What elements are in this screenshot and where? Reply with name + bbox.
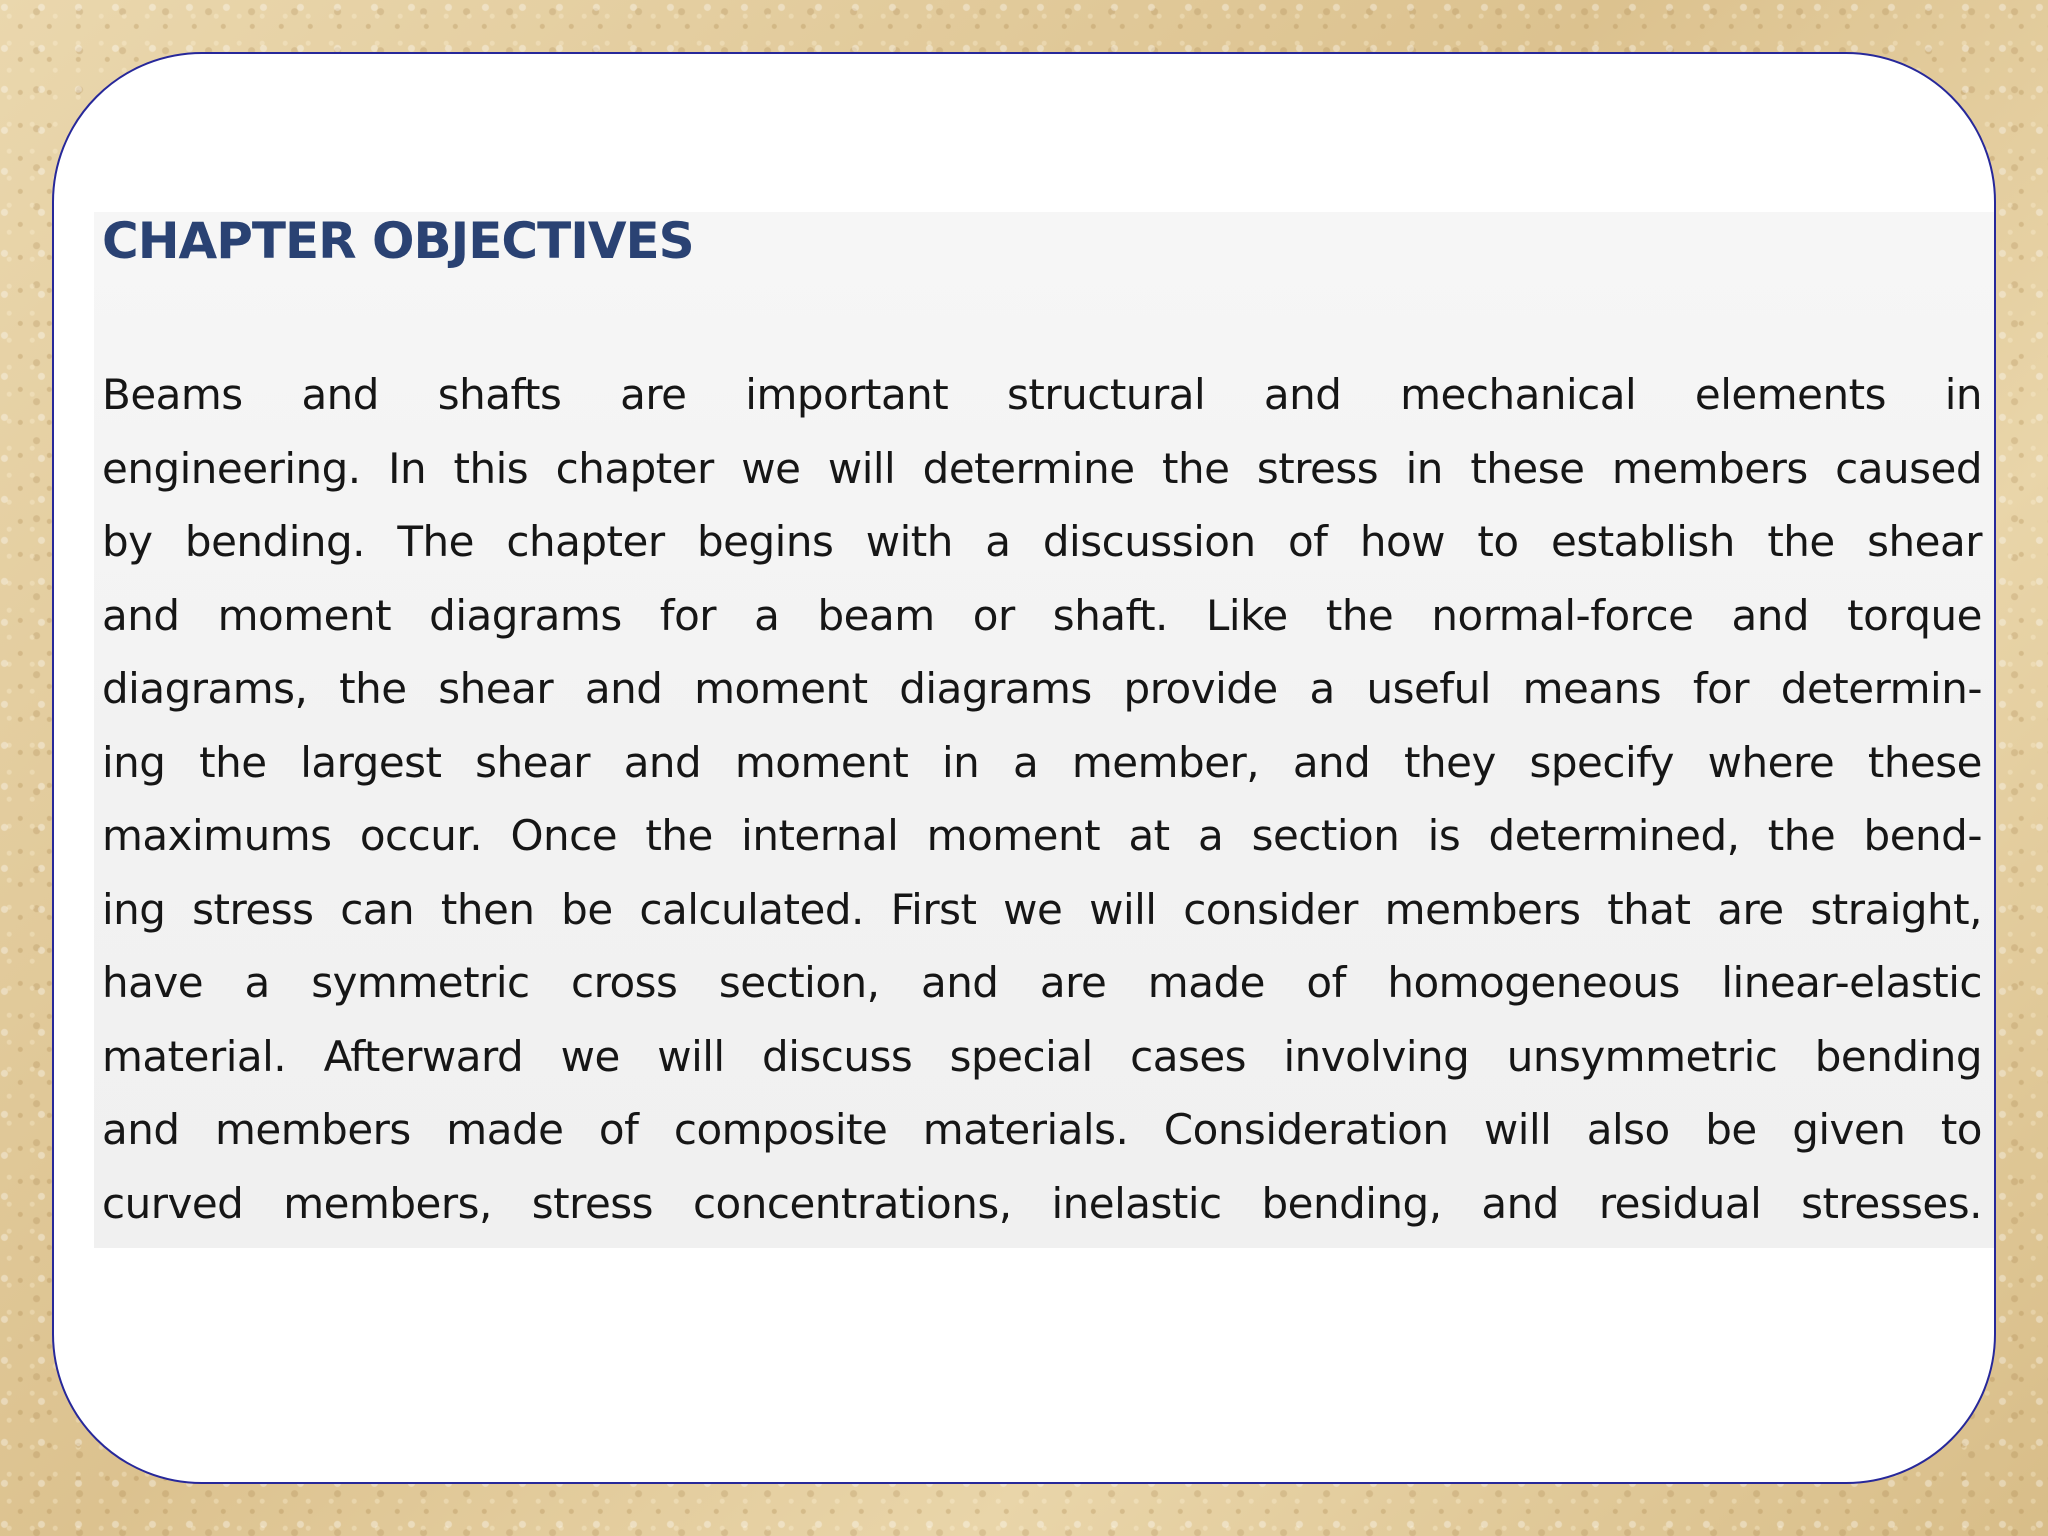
paragraph-line: diagrams, the shear and moment diagrams provide a useful means for determin- xyxy=(102,664,1982,713)
slide-card xyxy=(52,52,1996,1484)
paragraph-line: material. Afterward we will discuss special cases involving unsymmetric bending xyxy=(102,1031,1982,1081)
paragraph-line: ing the largest shear and moment in a member, and they specify where these xyxy=(102,737,1982,787)
paragraph-line: and members made of composite materials. Consideration will also be given to xyxy=(102,1105,1982,1154)
objectives-paragraph xyxy=(102,358,1982,1240)
paragraph-line: Beams and shafts are important structural and mechanical elements in xyxy=(102,370,1982,419)
paragraph-line: have a symmetric cross section, and are made of homogeneous linear-elastic xyxy=(102,958,1982,1007)
paragraph-line: and moment diagrams for a beam or shaft. Like the normal-force and torque xyxy=(102,590,1982,640)
chapter-objectives-heading: CHAPTER OBJECTIVES xyxy=(102,212,694,270)
paragraph-line: ing stress can then be calculated. First we will consider members that are straight, xyxy=(102,884,1982,934)
paragraph-line: maximums occur. Once the internal moment at a section is determined, the bend- xyxy=(102,811,1982,860)
paragraph-line: curved members, stress concentrations, inelastic bending, and residual stresses. xyxy=(102,1178,1982,1228)
paragraph-line: by bending. The chapter begins with a discussion of how to establish the shear xyxy=(102,517,1982,566)
paragraph-line: engineering. In this chapter we will determine the stress in these members caused xyxy=(102,443,1982,493)
